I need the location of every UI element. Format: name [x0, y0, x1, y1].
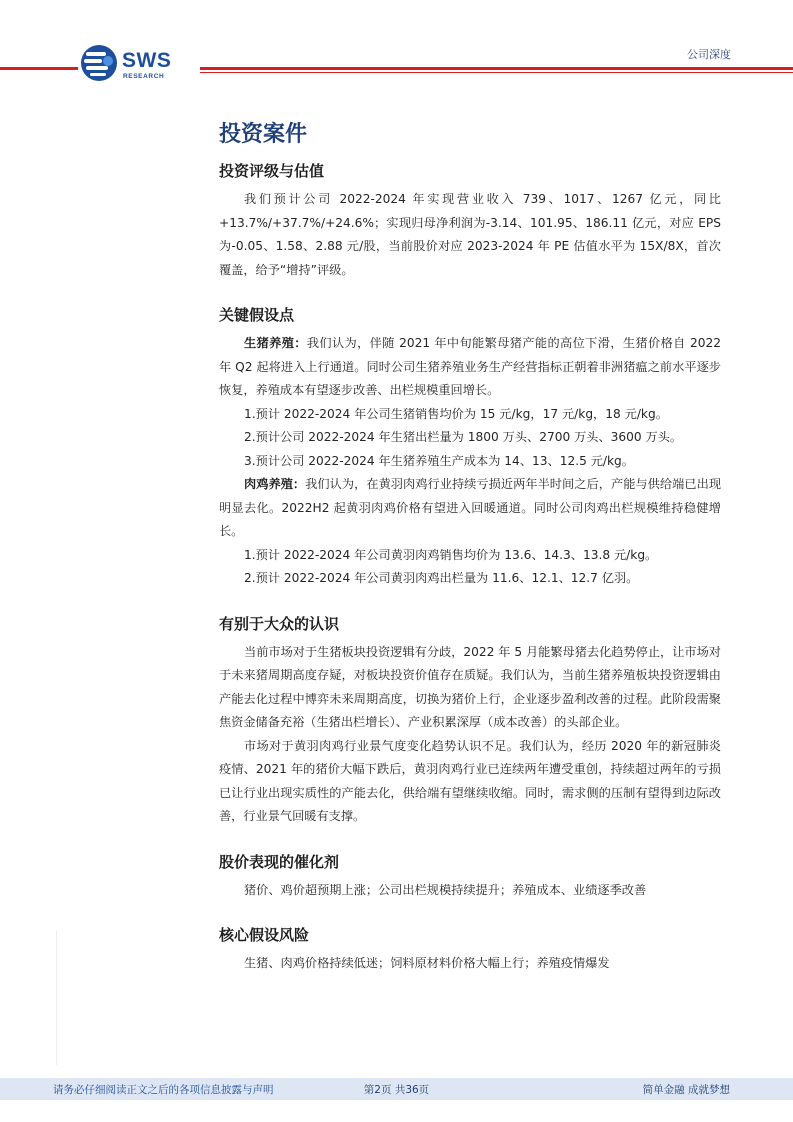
- chicken-assumption-paragraph: [219, 473, 721, 544]
- pig-lead: 生猪养殖：: [244, 336, 307, 350]
- list-item: 2.预计 2022-2024 年公司黄羽肉鸡出栏量为 11.6、12.1、12.7 亿羽。: [244, 571, 639, 585]
- chicken-lead: 肉鸡养殖：: [244, 477, 306, 491]
- page-title: 投资案件: [219, 122, 308, 147]
- page-number: 第2页 共36页: [363, 1084, 430, 1096]
- chicken-text: 我们认为，在黄羽肉鸡行业持续亏损近两年半时间之后，产能与供给端已出现明显去化。2022H2 起黄羽肉鸡价格有望进入回暖通道。同时公司肉鸡出栏规模维持稳健增长。: [219, 477, 722, 538]
- logo-text: SWS: [122, 49, 172, 72]
- header-divider-thin: [200, 72, 793, 73]
- section-heading-assumptions: 关键假设点: [219, 306, 295, 324]
- section-heading-differentiation: 有别于大众的认识: [219, 614, 340, 633]
- margin-line: [56, 930, 57, 1065]
- header-divider-right: [200, 67, 793, 70]
- list-item: 1.预计 2022-2024 年公司生猪销售均价为 15 元/kg，17 元/kg，18 元/kg。: [244, 406, 668, 421]
- catalysts-paragraph: 猪价、鸡价超预期上涨；公司出栏规模持续提升；养殖成本、业绩逐季改善: [244, 882, 647, 897]
- section-heading-catalysts: 股价表现的催化剂: [219, 852, 340, 871]
- pig-assumption-paragraph: [219, 332, 721, 403]
- list-item: 1.预计 2022-2024 年公司黄羽肉鸡销售均价为 13.6、14.3、13.8 元/kg。: [244, 547, 658, 562]
- pig-text: 我们认为，伴随 2021 年中旬能繁母猪产能的高位下滑，生猪价格自 2022 年 Q2 起将进入上行通道。同时公司生猪养殖业务生产经营指标正朝着非洲猪瘟之前水平逐步恢复，养殖成本有望逐步改善、出栏规模重回增长。: [219, 336, 721, 397]
- list-item: 3.预计公司 2022-2024 年生猪养殖生产成本为 14、13、12.5 元/kg。: [244, 453, 634, 468]
- footer-slogan: 简单金融 成就梦想: [642, 1084, 730, 1096]
- page-footer: [0, 1078, 793, 1100]
- differentiation-paragraph: 市场对于黄羽肉鸡行业景气度变化趋势认识不足。我们认为，经历 2020 年的新冠肺炎疫情、2021 年的猪价大幅下跌后，黄羽肉鸡行业已连续两年遭受重创，持续超过两年的亏损已让行业出现实质性的产能去化，供给端有望继续收缩。同时，需求侧的压制有望得到边际改善，行业景气回暖有支撑。: [219, 738, 721, 823]
- header-divider-left: [0, 67, 78, 70]
- disclaimer-text: 请务必仔细阅读正文之后的各项信息披露与声明: [53, 1084, 274, 1096]
- report-body: [219, 118, 721, 976]
- section-heading-risks: 核心假设风险: [219, 926, 310, 944]
- sws-logo: [80, 44, 190, 84]
- valuation-paragraph: 我们预计公司 2022-2024 年实现营业收入 739、1017、1267 亿元，同比+13.7%/+37.7%/+24.6%；实现归母净利润为-3.14、101.95、186.11 亿元，对应 EPS 为-0.05、1.58、2.88 元/股，当前股价对应 2023-2024 年 PE 估值水平为 15X/8X，首次覆盖，给予“增持”评级。: [219, 192, 721, 277]
- differentiation-paragraph: 当前市场对于生猪板块投资逻辑有分歧，2022 年 5 月能繁母猪去化趋势停止，让市场对于未来猪周期高度存疑，对板块投资价值存在质疑。我们认为，当前生猪养殖板块投资逻辑由产能去化过程中博弈未来周期高度，切换为猪价上行，企业逐步盈利改善的过程。此阶段需聚焦资金储备充裕（生猪出栏增长）、产业积累深厚（成本改善）的头部企业。: [219, 644, 721, 729]
- risks-paragraph: 生猪、肉鸡价格持续低迷；饲料原材料价格大幅上行；养殖疫情爆发: [244, 956, 610, 970]
- logo-subtext: RESEARCH: [123, 73, 165, 80]
- sws-globe-icon: [80, 44, 118, 82]
- section-heading-valuation: 投资评级与估值: [219, 162, 325, 180]
- report-category: 公司深度: [687, 48, 731, 61]
- list-item: 2.预计公司 2022-2024 年生猪出栏量为 1800 万头、2700 万头、3600 万头。: [244, 430, 683, 444]
